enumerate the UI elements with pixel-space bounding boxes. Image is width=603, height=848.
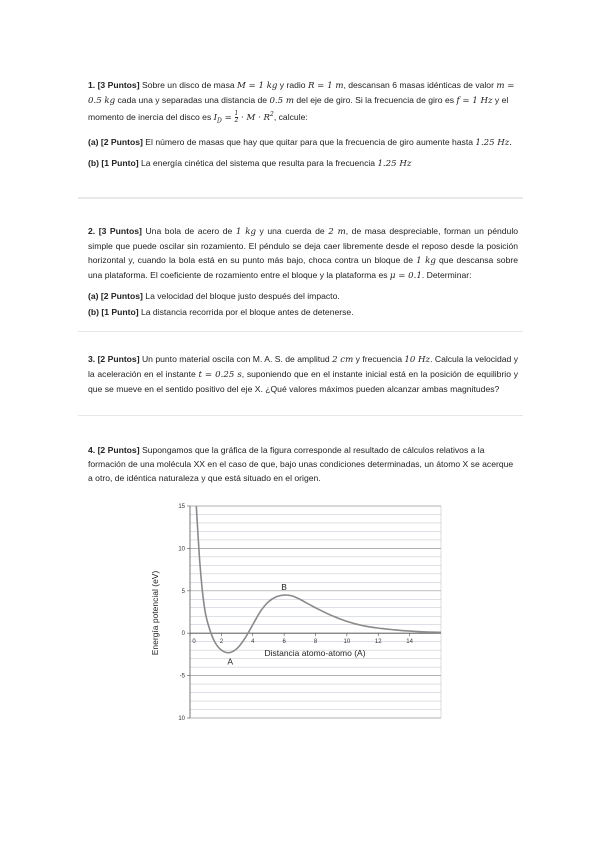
problem-2-text: que descansa sobre una plataforma. El coeficiente de rozamiento entre el bloque y la plataforma es xyxy=(88,255,518,280)
x-tick-label: 14 xyxy=(406,639,413,646)
potential-energy-curve xyxy=(196,506,441,653)
problem-1b-label: (b) [1 Punto] xyxy=(88,157,139,168)
problem-2-points: [3 Puntos] xyxy=(98,226,142,236)
y-tick-labels xyxy=(178,504,190,722)
problem-1-text: y radio xyxy=(277,80,308,90)
problem-4-points: [2 Puntos] xyxy=(97,445,140,455)
x-tick-label: 4 xyxy=(251,639,255,646)
problem-1a-text: El número de masas que hay que quitar para que la frecuencia de giro aumente hasta xyxy=(142,136,476,147)
problem-2-math: 1 kg xyxy=(235,227,256,237)
problem-2-text: Una bola de acero de xyxy=(141,226,236,236)
problem-3-number: 3. xyxy=(88,354,96,364)
problem-2b-text: La distancia recorrida por el bloque antes de detenerse. xyxy=(138,307,354,317)
problem-2-text: y una cuerda de xyxy=(255,226,329,236)
y-tick-label: -5 xyxy=(179,673,185,680)
problem-2-number: 2. xyxy=(88,226,96,236)
x-tick-label: 0 xyxy=(192,639,196,646)
chart-grid xyxy=(190,506,441,718)
y-axis-label: Energía potencial (eV) xyxy=(150,570,160,656)
inertia-formula: $I_D$ = $\frac{1}{2}$ · $M \cdot R^2$ xyxy=(213,109,274,125)
x-tick-label: 2 xyxy=(219,639,224,646)
problem-3-points: [2 Puntos] xyxy=(97,354,140,364)
problem-1-points: [3 Puntos] xyxy=(97,80,140,90)
problem-1b-math: 1.25 Hz xyxy=(377,158,412,169)
problem-3-math: 2 cm xyxy=(332,355,354,365)
y-tick-label: 15 xyxy=(178,504,185,510)
problem-3-math: 10 Hz xyxy=(404,355,431,365)
problem-1-math: 0.5 m xyxy=(269,96,294,106)
problem-3-text: . Calcula la velocidad y la aceleración en el instante xyxy=(88,354,518,379)
problem-1a-math: 1.25 Hz. xyxy=(475,137,513,148)
problem-2-math: μ = 0.1 xyxy=(389,271,422,281)
problem-4-text: Supongamos que la gráfica de la figura corresponde al resultado de cálculos relativos a la formación de una molécula XX en el caso de que, bajo unas condiciones determinadas, un átomo X se acerque a otro, de idéntica naturaleza y que está situado en el origen. xyxy=(88,445,514,483)
problem-1-math: R = 1 m xyxy=(307,81,344,91)
x-tick-label: 10 xyxy=(343,639,351,646)
y-tick-label: 10 xyxy=(178,716,185,722)
y-tick-label: 5 xyxy=(181,588,185,595)
problem-2b-label: (b) [1 Punto] xyxy=(88,307,139,317)
x-axis-label: Distancia atomo-atomo (A) xyxy=(264,648,366,658)
problem-3-math: t = 0.25 s xyxy=(198,370,242,380)
problem-1-text: , descansan 6 masas idénticas de valor xyxy=(343,80,497,90)
problem-1-math: M = 1 kg xyxy=(237,81,278,91)
problem-3-text: Un punto material oscila con M. A. S. de amplitud xyxy=(139,354,333,364)
problem-1-math: f = 1 Hz xyxy=(456,96,493,106)
chart-axes xyxy=(190,506,441,718)
point-label-a: A xyxy=(227,656,234,667)
y-tick-label: 10 xyxy=(178,546,185,553)
problem-1-text: cada una y separadas una distancia de xyxy=(115,95,270,105)
x-tick-label: 12 xyxy=(374,639,382,646)
problem-2-math: 1 kg xyxy=(416,256,436,266)
problem-1-text: Sobre un disco de masa xyxy=(139,80,238,90)
problem-2-text: . Determinar: xyxy=(421,270,472,280)
problem-2-math: 2 m xyxy=(328,227,346,237)
problem-2a-text: La velocidad del bloque justo después del impacto. xyxy=(142,291,340,301)
problem-1-text: , calcule: xyxy=(273,111,308,122)
x-tick-labels xyxy=(190,633,414,645)
problem-2a-label: (a) [2 Puntos] xyxy=(88,291,143,301)
problem-1-math: m = 0.5 kg xyxy=(88,81,515,106)
problem-1b-text: La energía cinética del sistema que resulta para la frecuencia xyxy=(138,157,378,168)
problem-1-text: y el momento de inercia del disco es xyxy=(88,95,509,122)
problem-2-text: , de masa despreciable, forman un péndulo simple que puede oscilar sin rozamiento. El péndulo se deja caer libremente desde el reposo desde la posición horizontal y, cuando la bola está en su punto más bajo, choca contra un bloque de xyxy=(88,226,519,265)
problem-1-text: del eje de giro. Si la frecuencia de giro es xyxy=(294,95,457,105)
problem-1-number: 1. xyxy=(88,80,96,90)
y-tick-label: 0 xyxy=(181,631,185,638)
problem-1a-label: (a) [2 Puntos] xyxy=(88,136,143,147)
problem-3-text: y frecuencia xyxy=(353,354,405,364)
problem-3-text: , suponiendo que en el instante inicial está en la posición de equilibrio y que se mueve en el sentido positivo del eje X. ¿Qué valores máximos pueden alcanzar ambas magnitudes? xyxy=(88,369,518,394)
point-label-b: B xyxy=(281,582,287,593)
problem-4-number: 4. xyxy=(88,445,96,455)
x-tick-label: 6 xyxy=(282,639,286,646)
x-tick-label: 8 xyxy=(313,639,318,646)
